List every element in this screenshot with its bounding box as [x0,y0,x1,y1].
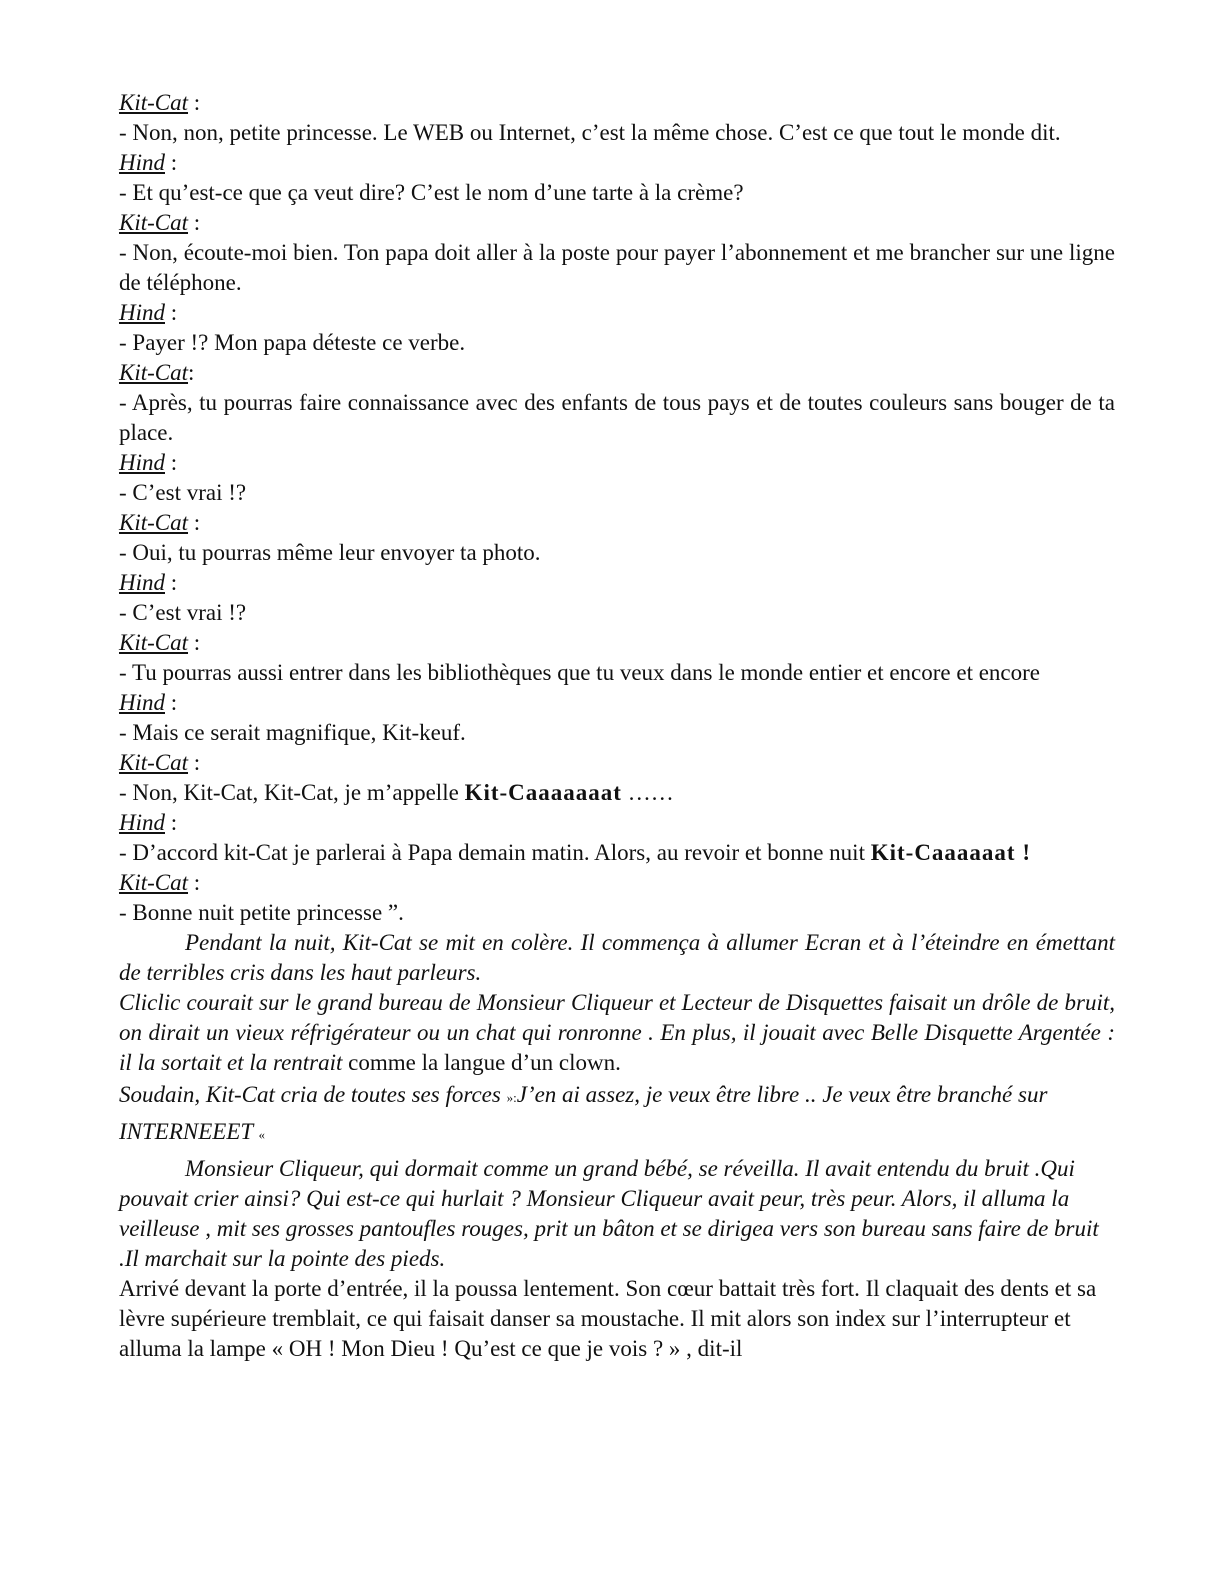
speaker-line: Hind : [119,150,178,175]
quote-mark: « [258,1127,266,1142]
dialogue-line: - Oui, tu pourras même leur envoyer ta photo. [119,540,541,565]
speaker-line: Hind : [119,690,178,715]
speaker-name: Hind [119,300,165,325]
speaker-line: Hind : [119,300,178,325]
speaker-line: Hind : [119,570,178,595]
speaker-name: Kit-Cat [119,210,189,235]
narration-text: Soudain, Kit-Cat cria de toutes ses forces [119,1082,507,1107]
speaker-name: Kit-Cat [119,750,189,775]
dialogue-line: - Tu pourras aussi entrer dans les bibliothèques que tu veux dans le monde entier et encore et encore [119,660,1041,685]
speaker-name: Kit-Cat [119,870,189,895]
speaker-line: Kit-Cat : [119,210,201,235]
dialogue-line: - Après, tu pourras faire connaissance avec des enfants de tous pays et de toutes couleurs sans bouger de ta place. [119,390,1115,445]
narration-paragraph: Arrivé devant la porte d’entrée, il la poussa lentement. Son cœur battait très fort. Il claquait des dents et sa lèvre supérieure tremblait, ce qui faisait danser sa moustache. Il mit alors son index sur l’interrupteur et alluma la lampe « OH ! Mon Dieu ! Qu’est ce que je vois ? » , dit-il [119,1276,1097,1361]
dialogue-text: - D’accord kit-Cat je parlerai à Papa demain matin. Alors, au revoir et bonne nuit [119,840,871,865]
narration-paragraph: Monsieur Cliqueur, qui dormait comme un grand bébé, se réveilla. Il avait entendu du bruit .Qui pouvait crier ainsi? Qui est-ce qui hurlait ? Monsieur Cliqueur avait peur, très peur. Alors, il alluma la veilleuse , mit ses grosses pantoufles rouges, prit un bâton et se dirigea vers son bureau sans faire de bruit .Il marchait sur la pointe des pieds. [119,1156,1099,1271]
bold-name: Kit-Caaaaaaat [464,780,622,805]
speaker-name: Hind [119,570,165,595]
speaker-name: Kit-Cat [119,360,189,385]
speaker-line: Hind : [119,810,178,835]
dialogue-line: - Non, écoute-moi bien. Ton papa doit aller à la poste pour payer l’abonnement et me brancher sur une ligne de téléphone. [119,240,1115,295]
speaker-name: Hind [119,150,165,175]
narration-text: comme la langue d’un clown. [342,1050,621,1075]
speaker-line: Kit-Cat : [119,90,201,115]
dialogue-line [119,838,1115,868]
speaker-name: Kit-Cat [119,90,189,115]
dialogue-text: …… [621,780,674,805]
narration-paragraph [119,988,1115,1078]
speaker-line: Kit-Cat : [119,630,201,655]
narration-text: J’en ai assez, je veux être libre .. Je veux être branché sur INTERNEEET [119,1082,1048,1144]
speaker-line: Hind : [119,450,178,475]
dialogue-line: - C’est vrai !? [119,480,247,505]
speaker-line: Kit-Cat: [119,360,195,385]
speaker-name: Hind [119,810,165,835]
quote-mark: »: [506,1090,517,1105]
narration-paragraph: Pendant la nuit, Kit-Cat se mit en colère. Il commença à allumer Ecran et à l’éteindre en émettant de terribles cris dans les haut parleurs. [119,930,1115,985]
dialogue-line: - Mais ce serait magnifique, Kit-keuf. [119,720,466,745]
dialogue-line: - Non, non, petite princesse. Le WEB ou Internet, c’est la même chose. C’est ce que tout le monde dit. [119,120,1061,145]
speaker-line: Kit-Cat : [119,510,201,535]
speaker-name: Hind [119,690,165,715]
speaker-name: Kit-Cat [119,510,189,535]
narration-paragraph [119,1078,1115,1152]
bold-name: Kit-Caaaaaat ! [870,840,1031,865]
speaker-name: Hind [119,450,165,475]
speaker-line: Kit-Cat : [119,870,201,895]
dialogue-line [119,778,1115,808]
document-page [119,88,1115,1364]
dialogue-line: - Bonne nuit petite princesse ”. [119,900,404,925]
narration-text: Cliclic courait sur le grand bureau de Monsieur Cliqueur et Lecteur de Disquettes faisait un drôle de bruit, on dirait un vieux réfrigérateur ou un chat qui ronronne . En plus, il jouait avec Belle Disquette Argentée : il la sortait et la rentrait [119,990,1115,1075]
dialogue-line: - Et qu’est-ce que ça veut dire? C’est le nom d’une tarte à la crème? [119,180,744,205]
dialogue-line: - Payer !? Mon papa déteste ce verbe. [119,330,466,355]
dialogue-text: - Non, Kit-Cat, Kit-Cat, je m’appelle [119,780,465,805]
speaker-line: Kit-Cat : [119,750,201,775]
dialogue-line: - C’est vrai !? [119,600,247,625]
speaker-name: Kit-Cat [119,630,189,655]
